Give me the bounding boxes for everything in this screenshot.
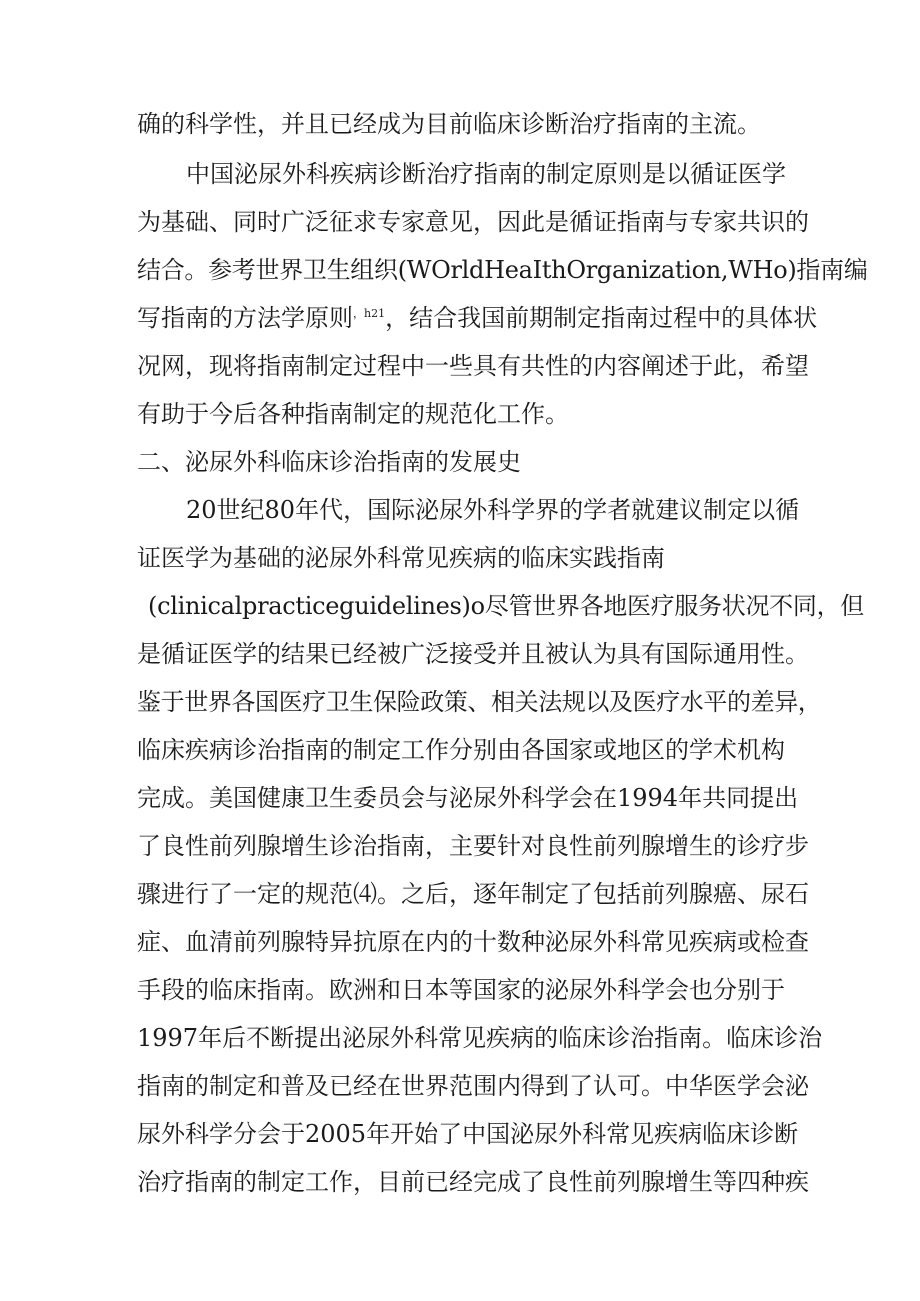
text-line: 是循证医学的结果已经被广泛接受并且被认为具有国际通用性。 [137, 640, 809, 668]
citation-marker: ，h21 [353, 307, 386, 320]
text-line: 有助于今后各种指南制定的规范化工作。 [137, 400, 569, 428]
text-fragment: ，结合我国前期制定指南过程中的具体状 [385, 304, 818, 332]
text-line: 指南的制定和普及已经在世界范围内得到了认可。中华医学会泌 [137, 1072, 809, 1100]
text-line: 证医学为基础的泌尿外科常见疾病的临床实践指南 [137, 544, 665, 572]
text-line: 1997年后不断提出泌尿外科常见疾病的临床诊治指南。临床诊治 [137, 1024, 823, 1052]
section-heading: 二、泌尿外科临床诊治指南的发展史 [137, 448, 521, 476]
text-line: 骤进行了一定的规范⑷。之后，逐年制定了包括前列腺癌、尿石 [137, 880, 809, 908]
text-line: 鉴于世界各国医疗卫生保险政策、相关法规以及医疗水平的差异， [137, 688, 822, 716]
text-line: 况网，现将指南制定过程中一些具有共性的内容阐述于此，希望 [137, 352, 809, 380]
text-line: 为基础、同时广泛征求专家意见，因此是循证指南与专家共识的 [137, 208, 809, 236]
text-line: 症、血清前列腺特异抗原在内的十数种泌尿外科常见疾病或检查 [137, 928, 809, 956]
text-line: 结合。参考世界卫生组织(WOrldHeaIthOrganization,WHo)指南编 [137, 256, 868, 284]
text-line: 20世纪80年代，国际泌尿外科学界的学者就建议制定以循 [186, 496, 800, 524]
text-line: 完成。美国健康卫生委员会与泌尿外科学会在1994年共同提出 [137, 784, 799, 812]
text-fragment: 写指南的方法学原则 [137, 304, 353, 332]
text-line: 了良性前列腺增生诊治指南，主要针对良性前列腺增生的诊疗步 [137, 832, 809, 860]
text-line-with-citation [137, 301, 817, 335]
text-line: 治疗指南的制定工作，目前已经完成了良性前列腺增生等四种疾 [137, 1168, 809, 1196]
text-line: 中国泌尿外科疾病诊断治疗指南的制定原则是以循证医学 [186, 160, 786, 188]
text-line: 手段的临床指南。欧洲和日本等国家的泌尿外科学会也分别于 [137, 976, 785, 1004]
text-line: 确的科学性，并且已经成为目前临床诊断治疗指南的主流。 [137, 110, 761, 138]
text-line: 临床疾病诊治指南的制定工作分别由各国家或地区的学术机构 [137, 736, 785, 764]
text-line: (clinicalpracticeguidelines)o尽管世界各地医疗服务状况不同，但 [148, 592, 864, 620]
text-line: 尿外科学分会于2005年开始了中国泌尿外科常见疾病临床诊断 [137, 1120, 799, 1148]
